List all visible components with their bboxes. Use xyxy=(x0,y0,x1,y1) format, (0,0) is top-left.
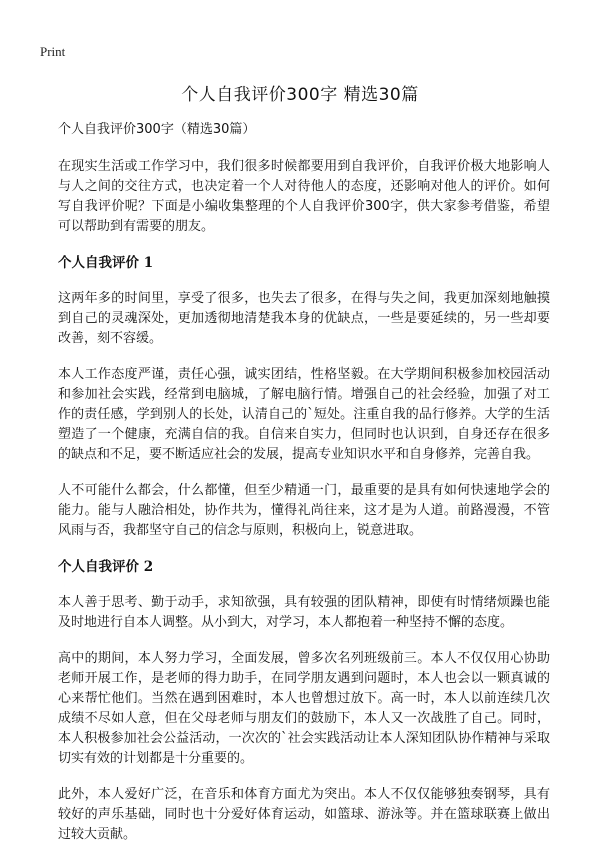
section-1-paragraph-3: 人不可能什么都会，什么都懂，但至少精通一门，最重要的是具有如何快速地学会的能力。能与人融洽相处，协作共为，懂得礼尚往来，这才是为人道。前路漫漫，不管风雨与否，我都坚守自己的信念与原则，积极向上，锐意进取。 xyxy=(58,483,550,538)
section-1-paragraph-2: 本人工作态度严谨，责任心强，诚实团结，性格坚毅。在大学期间积极参加校园活动和参加社会实践，经常到电脑城，了解电脑行情。增强自己的社会经验，加强了对工作的责任感，学到别人的长处，认清自己的`短处。注重自我的品行修养。大学的生活塑造了一个健康，充满自信的我。自信来自实力，但同时也认识到，自身还存在很多的缺点和不足，要不断适应社会的发展，提高专业知识水平和自身修养，完善自我。 xyxy=(58,367,550,462)
document-content xyxy=(58,120,550,861)
section-heading-1: 个人自我评价 1 xyxy=(58,255,154,271)
section-2-paragraph-2: 高中的期间，本人努力学习，全面发展，曾多次名列班级前三。本人不仅仅用心协助老师开展工作，是老师的得力助手，在同学朋友遇到问题时，本人也会以一颗真诚的心来帮忙他们。当然在遇到困难时，本人也曾想过放下。高一时，本人以前连续几次成绩不尽如人意，但在父母老师与朋友们的鼓励下，本人又一次战胜了自己。同时，本人积极参加社会公益活动，一次次的`社会实践活动让本人深知团队协作精神与采取切实有效的计划都是十分重要的。 xyxy=(58,651,550,766)
print-link[interactable]: Print xyxy=(40,44,66,59)
document-subtitle: 个人自我评价300字（精选30篇） xyxy=(58,122,256,137)
section-1-paragraph-1: 这两年多的时间里，享受了很多，也失去了很多，在得与失之间，我更加深刻地触摸到自己的灵魂深处，更加透彻地清楚我本身的优缺点，一些是要延续的，另一些却要改善，刻不容缓。 xyxy=(58,291,550,346)
section-2-paragraph-3: 此外，本人爱好广泛，在音乐和体育方面尤为突出。本人不仅仅能够独奏钢琴，具有较好的声乐基础，同时也十分爱好体育运动，如篮球、游泳等。并在篮球联赛上做出过较大贡献。 xyxy=(58,787,550,842)
section-2-paragraph-1: 本人善于思考、勤于动手，求知欲强，具有较强的团队精神，即使有时情绪烦躁也能及时地进行自本人调整。从小到大，对学习，本人都抱着一种坚持不懈的态度。 xyxy=(58,595,550,630)
intro-paragraph: 在现实生活或工作学习中，我们很多时候都要用到自我评价，自我评价极大地影响人与人之间的交往方式，也决定着一个人对待他人的态度，还影响对他人的评价。如何写自我评价呢？下面是小编收集整理的个人自我评价300字，供大家参考借鉴，希望可以帮助到有需要的朋友。 xyxy=(58,159,550,234)
section-heading-2: 个人自我评价 2 xyxy=(58,559,154,575)
document-title: 个人自我评价300字 精选30篇 xyxy=(181,85,419,105)
